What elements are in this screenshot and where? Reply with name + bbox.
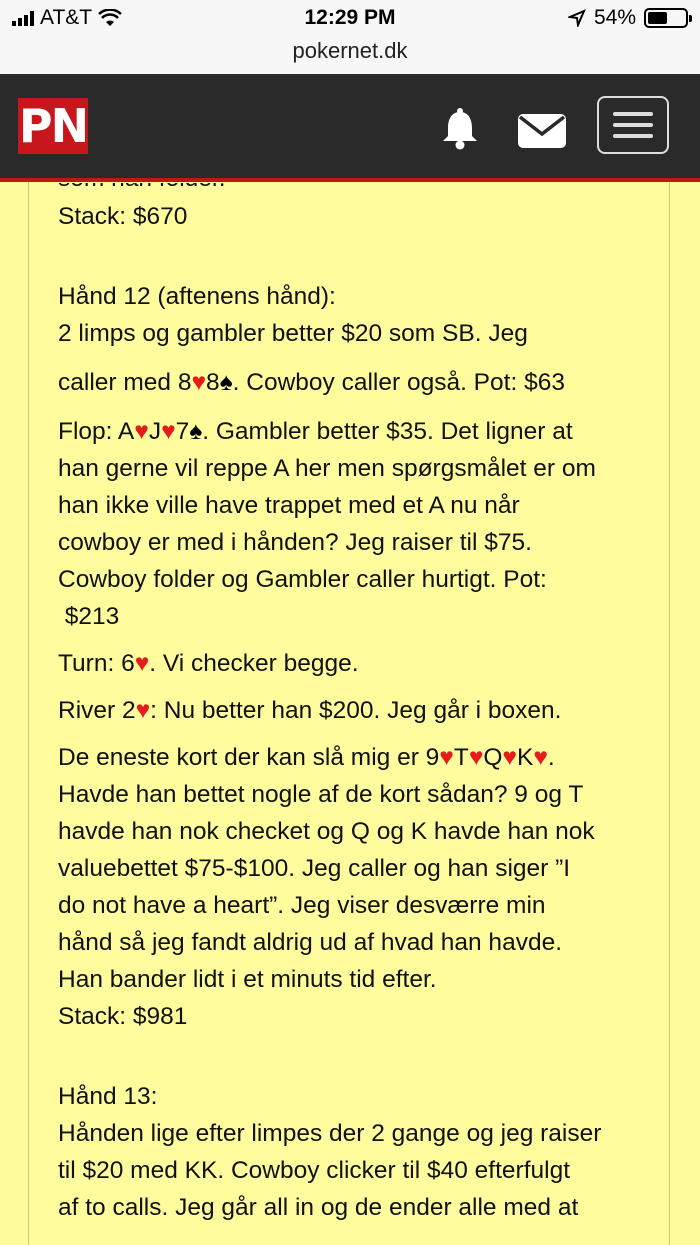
site-header [0,74,700,182]
text-line: havde han nok checket og Q og K havde han nok [58,818,595,845]
text-line: do not have a heart”. Jeg viser desværre min [58,892,546,919]
heart-suit-icon: ♥ [134,418,149,445]
hamburger-line-icon [613,123,653,127]
bell-icon[interactable] [440,108,480,150]
battery-percent: 54% [593,6,636,29]
status-bar [0,0,700,74]
text-line: cowboy er med i hånden? Jeg raiser til $75. [58,529,532,556]
heart-suit-icon: ♥ [468,744,484,771]
text-line: River 2♥: Nu better han $200. Jeg går i boxen. [58,697,562,724]
mail-icon[interactable] [518,114,566,148]
text-line: De eneste kort der kan slå mig er 9♥T♥Q♥K♥. [58,744,555,771]
location-arrow-icon [568,9,586,27]
status-right [568,6,688,30]
text-line: 2 limps og gambler better $20 som SB. Jeg [58,320,528,347]
carrier-label: AT&T [40,6,93,29]
article-text [58,180,648,1226]
battery-icon [644,8,688,28]
hamburger-line-icon [613,112,653,116]
text-line: af to calls. Jeg går all in og de ender alle med at [58,1194,579,1221]
text-line: caller med 8♥8♠. Cowboy caller også. Pot: $63 [58,369,565,396]
url-label[interactable]: pokernet.dk [292,38,408,63]
clock: 12:29 PM [304,6,396,29]
spade-suit-icon: ♠ [189,418,203,445]
spade-suit-icon: ♠ [219,369,233,396]
text-line: Cowboy folder og Gambler caller hurtigt. Pot: [58,566,547,593]
heart-suit-icon: ♥ [439,744,454,771]
text-line: Flop: A♥J♥7♠. Gambler better $35. Det ligner at [58,418,573,445]
text-line: han gerne vil reppe A her men spørgsmålet er om [58,455,596,482]
hamburger-line-icon [613,134,653,138]
heart-suit-icon: ♥ [135,697,151,724]
heart-suit-icon: ♥ [134,650,150,677]
text-line: Havde han bettet nogle af de kort sådan? 9 og T [58,781,584,808]
battery-fill [648,12,667,24]
heart-suit-icon: ♥ [533,744,548,771]
text-line: valuebettet $75-$100. Jeg caller og han siger ”I [58,855,571,882]
text-line: til $20 med KK. Cowboy clicker til $40 efterfulgt [58,1157,571,1184]
text-line: Han bander lidt i et minuts tid efter. [58,966,437,993]
stack-line: Stack: $670 [58,203,188,230]
menu-button[interactable] [597,96,669,154]
stack-line: Stack: $981 [58,1003,188,1030]
heart-suit-icon: ♥ [502,744,517,771]
hand-title: Hånd 12 (aftenens hånd): [58,283,336,310]
text-line: Hånden lige efter limpes der 2 gange og jeg raiser [58,1120,602,1147]
heart-suit-icon: ♥ [161,418,176,445]
text-line: hånd så jeg fandt aldrig ud af hvad han havde. [58,929,562,956]
text-line: han ikke ville have trappet med et A nu når [58,492,520,519]
text-line: $213 [58,603,120,630]
hand-title: Hånd 13: [58,1083,158,1110]
heart-suit-icon: ♥ [191,369,206,396]
site-logo[interactable]: PN [18,99,88,153]
text-line: Turn: 6♥. Vi checker begge. [58,650,359,677]
